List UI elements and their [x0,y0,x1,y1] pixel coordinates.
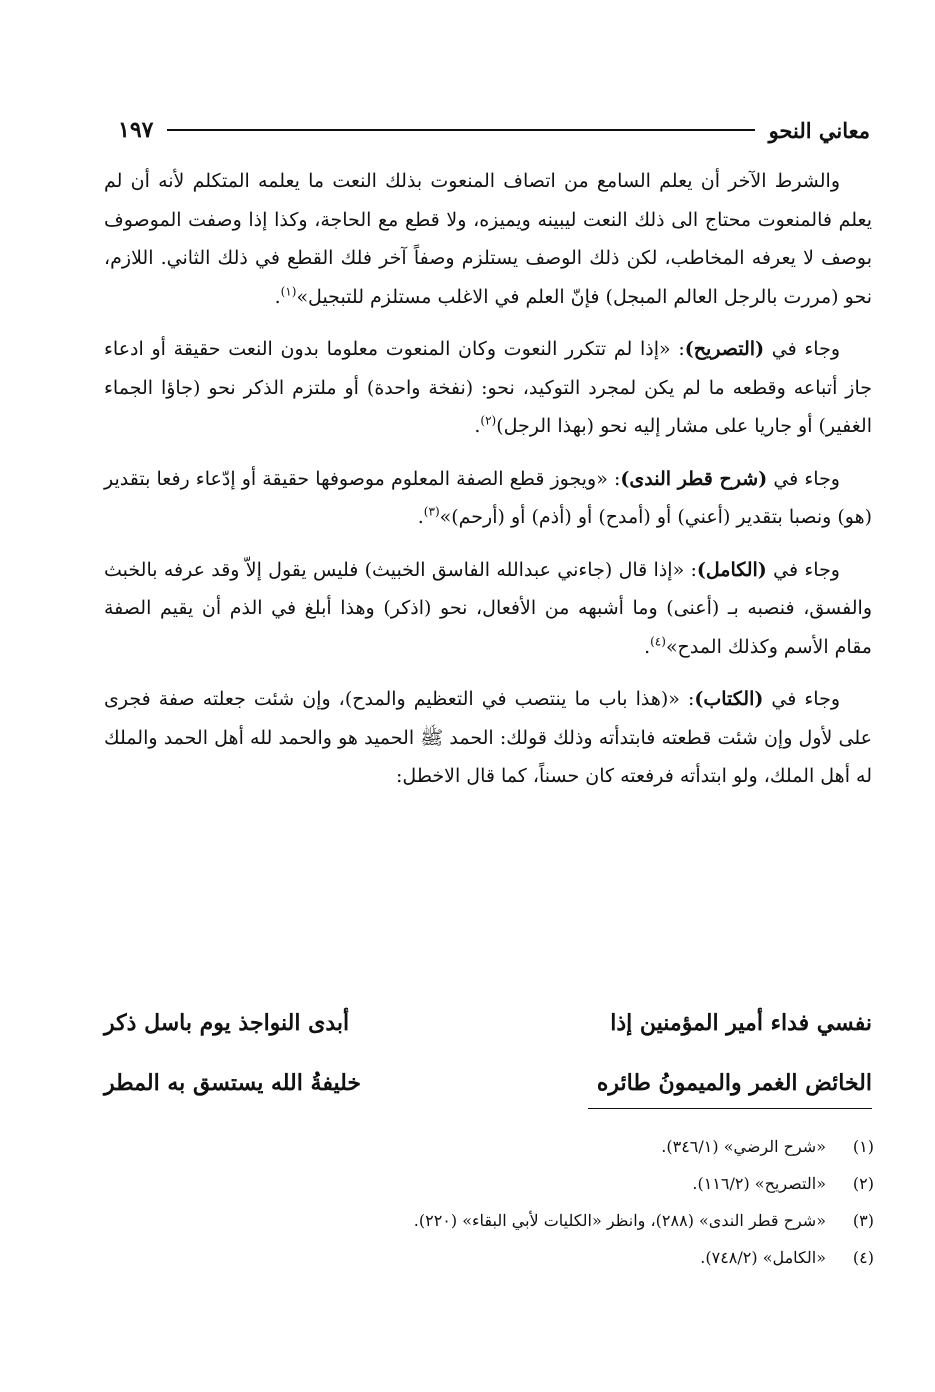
paragraph-text: وجاء في [764,338,840,360]
footnote-reference: (١) [280,284,297,299]
paragraph-text: : «إذا قال (جاءني عبدالله الفاسق الخبيث) فليس يقول إلاّ وقد عرفه بالخبث والفسق، فنصبه بـ (أعنى) وما أشبهه من الأفعال، نحو (اذكر) وهذا أبلغ في الذم أن يقيم الصفة مقام الأسم وكذلك المدح» [104,558,872,658]
verse-second-hemistich: خليفةُ الله يستسق به المطر [104,1070,361,1096]
paragraph-text: . [474,415,481,437]
paragraph-text: . [644,635,651,658]
footnotes [104,1128,874,1276]
paragraph-text: وجاء في [767,467,840,490]
page-header [118,112,870,148]
footnote-number: (٢) [852,1174,874,1193]
paragraph-text: : «(هذا باب ما ينتصب في التعظيم والمدح)، وإن شئت جعلته صفة فجرى على لأول وإن شئت قطعته فابتدأته وذلك قولك: الحمد ﷺ الحميد هو والحمد لله أهل الحمد والملك له أهل الملك، ولو ابتدأته فرفعته كان حسناً، كما قال الاخطل: [104,688,872,787]
paragraph-text: : «إذا لم تتكرر النعوت وكان المنعوت معلوما بدون النعت حقيقة أو ادعاء جاز أتباعه وقطعه ما لم يكن لمجرد التوكيد، نحو: (نفخة واحدة) أو ملتزم الذكر نحو (جاؤا الجماء الغفير) أو جاريا على مشار إليه نحو (بهذا الرجل) [104,338,872,437]
source-title: (الكتاب) [694,688,764,710]
page-number: ١٩٧ [118,117,154,143]
verse-first-hemistich: نفسي فداء أمير المؤمنين إذا [610,1010,872,1036]
source-title: (شرح قطر الندى) [620,467,768,490]
poem-verses [104,993,872,1113]
source-title: (التصريح) [684,338,765,360]
verse-line [104,1053,872,1113]
footnote-text: «شرح الرضي» (٣٤٦/١). [661,1137,826,1156]
footnote [104,1202,874,1239]
footnote-reference: (٢) [480,413,497,428]
paragraph [104,162,872,316]
paragraph-text: . [417,506,424,528]
verse-first-hemistich: الخائض الغمر والميمونُ طائره [596,1070,872,1096]
running-title: معاني النحو [768,117,870,143]
paragraph-text: والشرط الآخر أن يعلم السامع من اتصاف المنعوت بذلك النعت ما يعلمه المتكلم لأنه أن لم يعلم فالمنعوت محتاج الى ذلك النعت ليبينه ويميزه، ولا قطع مع الحاجة، وكذا إذا وصفت الموصوف بوصف لا يعرفه المخاطب، لكن ذلك الوصف يستلزم وصفاً آخر فلك القطع في ذلك الثاني. اللازم، نحو (مررت بالرجل العالم المبجل) فإنّ العلم في الاغلب مستلزم للتبجيل» [104,170,872,308]
paragraph-text: وجاء في [766,558,840,581]
paragraph [104,680,872,796]
footnote-number: (٤) [852,1248,874,1267]
paragraph-text: . [274,285,281,308]
source-title: (الكامل) [696,558,767,581]
verse-line [104,993,872,1053]
paragraph-text: : «ويجوز قطع الصفة المعلوم موصوفها حقيقة أو إدّعاء رفعا بتقدير (هو) ونصبا بتقدير (أعني) أو (أمدح) أو (أذم) أو (أرحم)» [104,467,872,528]
footnote-text: «التصريح» (١١٦/٢). [692,1174,826,1193]
paragraph-text: وجاء في [763,688,840,710]
footnote [104,1239,874,1276]
footnote-number: (١) [852,1137,874,1156]
footnote-reference: (٤) [650,634,666,649]
verse-second-hemistich: أبدى النواجذ يوم باسل ذكر [104,1010,350,1036]
main-text [104,162,872,810]
footnote-text: «شرح قطر الندى» (٢٨٨)، وانظر «الكليات لأبي البقاء» (٢٢٠). [413,1211,826,1230]
footnote [104,1128,874,1165]
paragraph [104,460,872,537]
paragraph [104,330,872,446]
footnote-reference: (٣) [423,504,440,519]
footnote [104,1165,874,1202]
header-rule [167,129,754,131]
paragraph [104,551,872,667]
footnote-text: «الكامل» (٧٤٨/٢). [700,1248,826,1267]
footnote-number: (٣) [852,1211,874,1230]
footnote-separator [588,1108,872,1109]
